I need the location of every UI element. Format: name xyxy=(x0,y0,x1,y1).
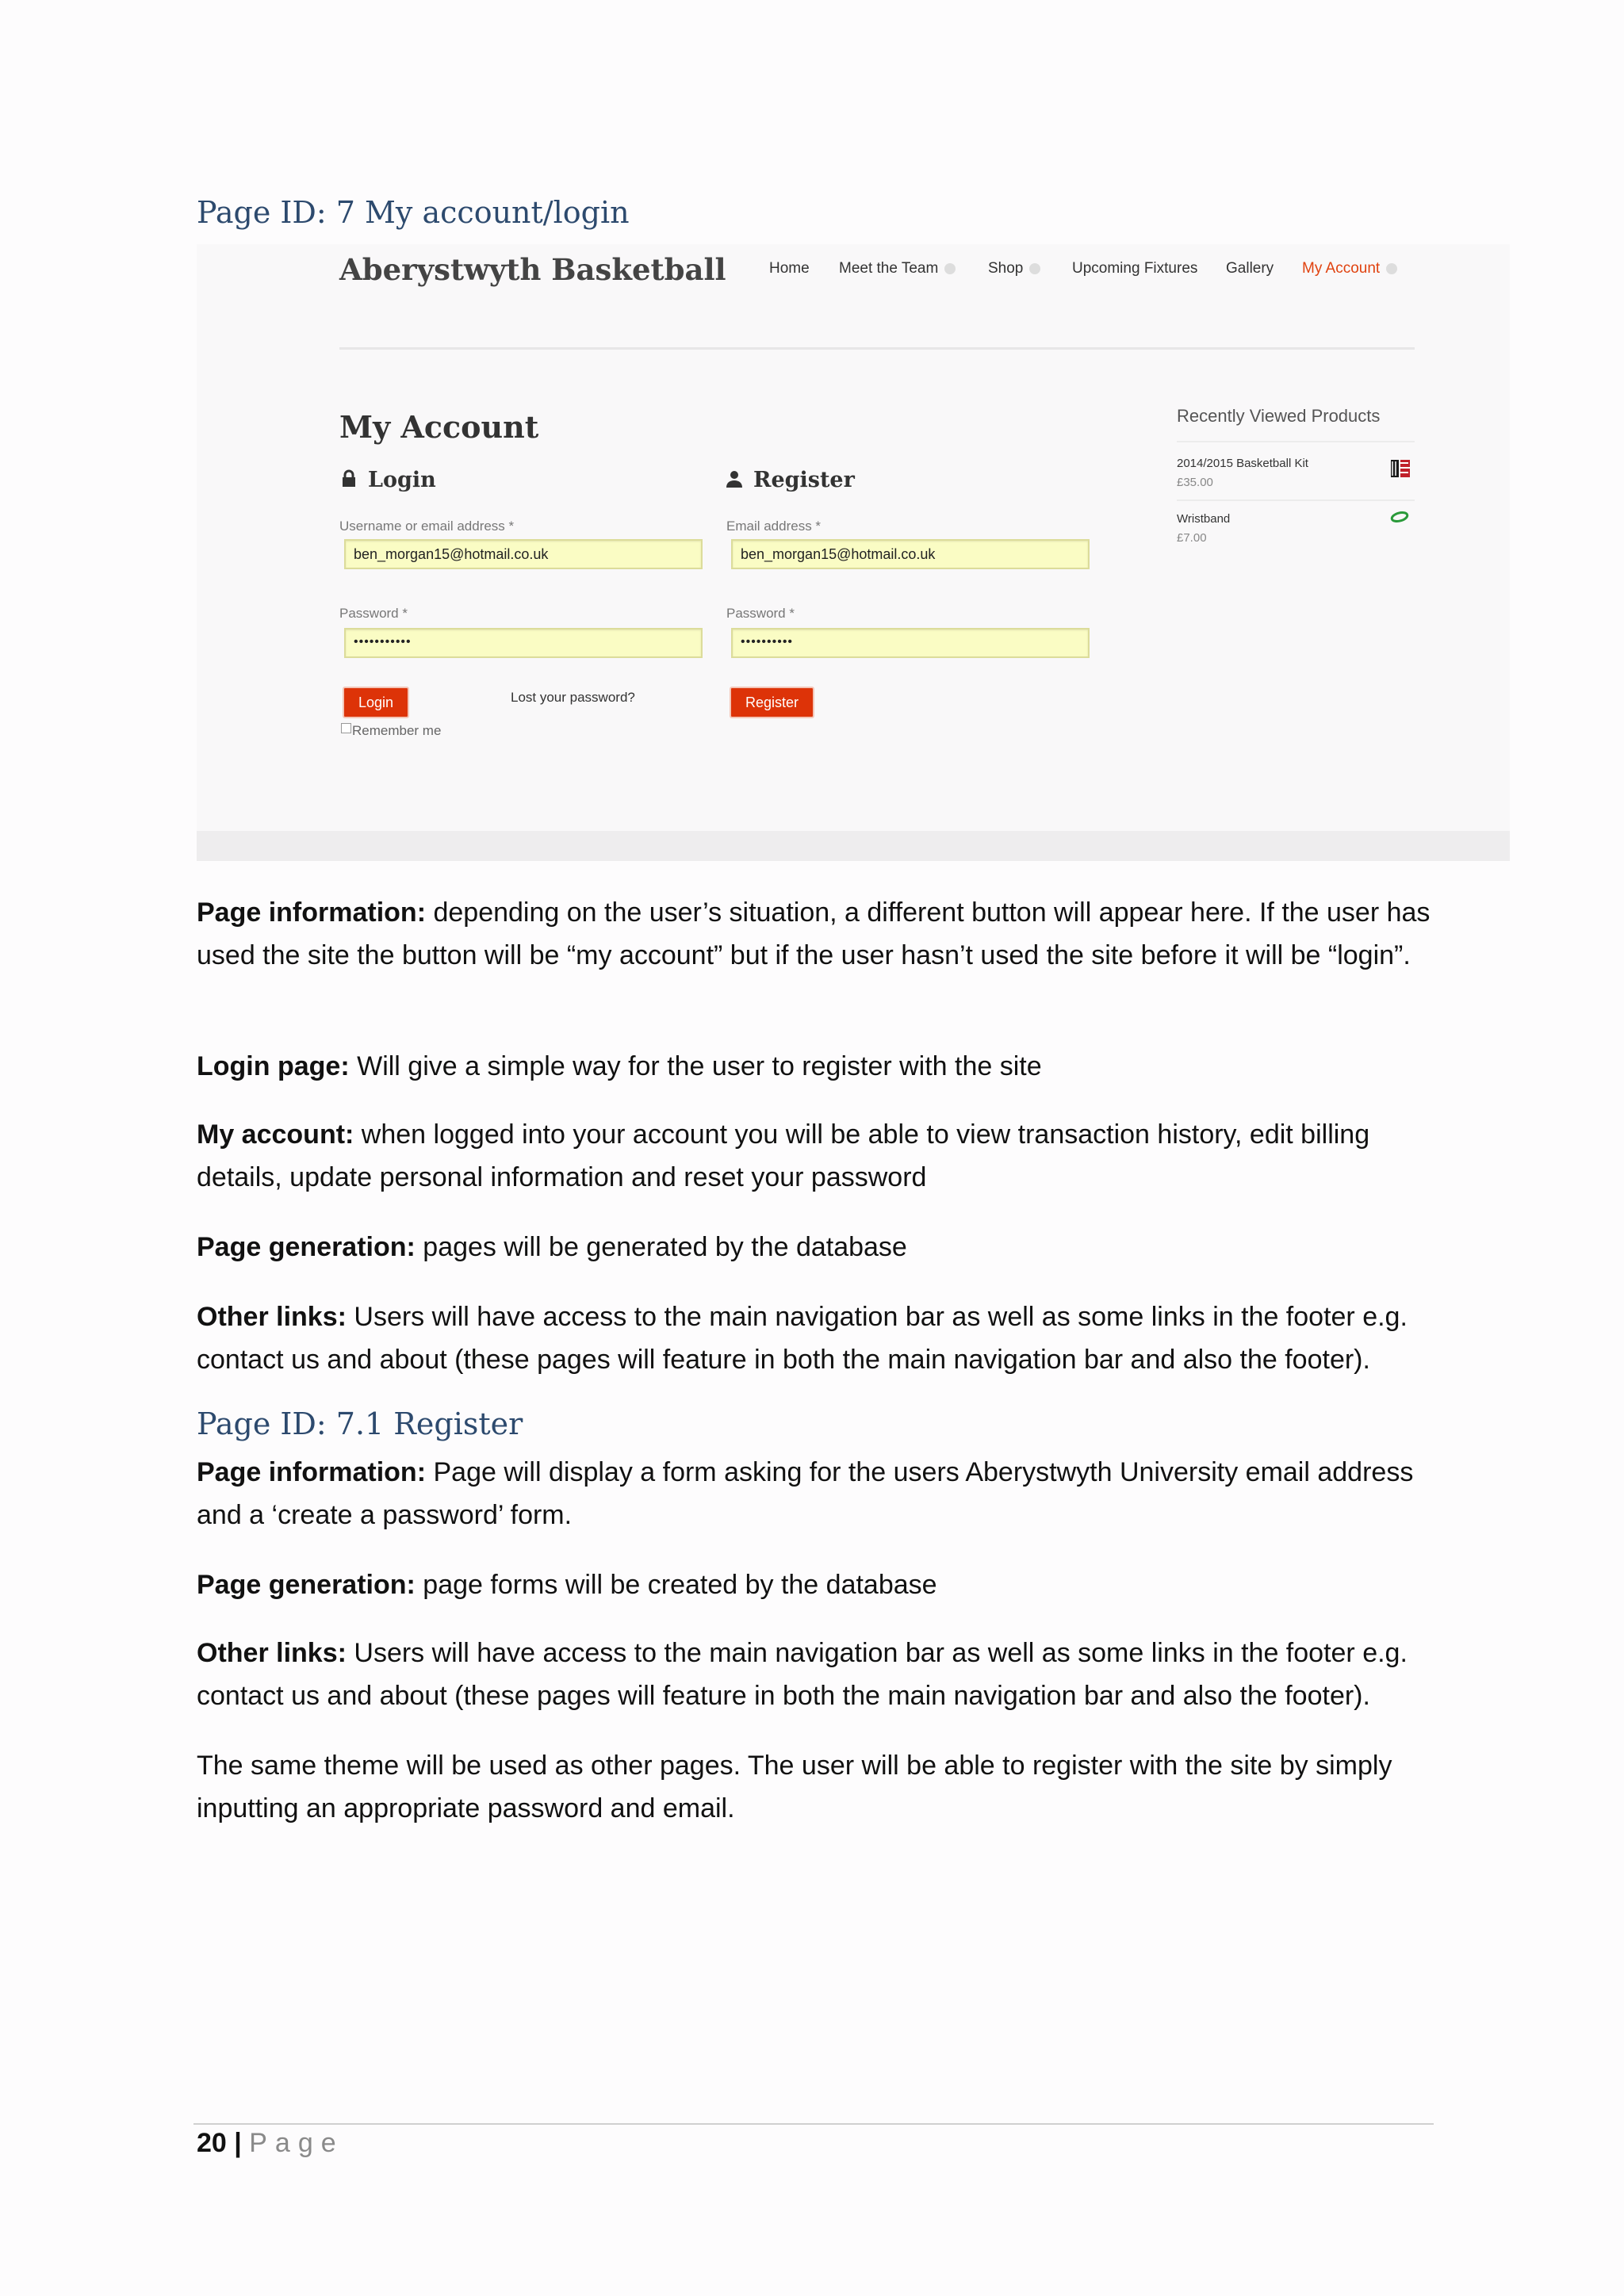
section-heading-7: Page ID: 7 My account/login xyxy=(197,195,630,230)
paragraph: Page generation: page forms will be created by the database xyxy=(197,1570,937,1600)
paragraph: Other links: Users will have access to the main navigation bar as well as some links in the footer e.g. contact us and about (these pages will feature in both the main navigation bar and also the footer). xyxy=(197,1638,1408,1711)
lock-icon xyxy=(339,469,358,488)
remember-me-label: Remember me xyxy=(352,723,442,738)
paragraph: Page generation: pages will be generated by the database xyxy=(197,1232,907,1262)
user-icon xyxy=(725,469,744,488)
product-price: £7.00 xyxy=(1177,531,1207,545)
recently-viewed-title: Recently Viewed Products xyxy=(1177,406,1381,426)
paragraph: Login page: Will give a simple way for the user to register with the site xyxy=(197,1051,1042,1081)
product-name[interactable]: 2014/2015 Basketball Kit xyxy=(1177,457,1308,470)
register-heading: Register xyxy=(725,468,855,492)
register-password-label: Password * xyxy=(726,606,795,621)
login-heading: Login xyxy=(339,468,436,492)
dropdown-dot-icon xyxy=(1386,263,1397,274)
dropdown-dot-icon xyxy=(1029,263,1040,274)
product-price: £35.00 xyxy=(1177,476,1213,489)
lost-password-link[interactable]: Lost your password? xyxy=(511,690,635,705)
divider xyxy=(1177,499,1415,501)
screenshot-footer-strip xyxy=(197,831,1510,861)
page-number: 20 xyxy=(197,2128,227,2158)
site-title[interactable]: Aberystwyth Basketball xyxy=(339,252,726,287)
nav-meet-the-team[interactable]: Meet the Team xyxy=(839,260,956,277)
login-button[interactable]: Login xyxy=(343,687,409,718)
username-label: Username or email address * xyxy=(339,519,515,534)
nav-home[interactable]: Home xyxy=(769,260,810,277)
wristband-thumbnail-icon[interactable] xyxy=(1389,509,1410,525)
nav-upcoming-fixtures[interactable]: Upcoming Fixtures xyxy=(1072,260,1198,277)
login-password-input[interactable]: ••••••••••• xyxy=(344,628,703,658)
page-footer xyxy=(197,2128,344,2159)
paragraph: Page information: depending on the user’s situation, a different button will appear here. If the user has used the site the button will be “my account” but if the user hasn’t used the site before it will be “login”. xyxy=(197,897,1431,970)
paragraph: The same theme will be used as other pages. The user will be able to register with the site by simply inputting an appropriate password and email. xyxy=(197,1751,1392,1823)
email-label: Email address * xyxy=(726,519,822,534)
footer-separator: | xyxy=(234,2128,242,2158)
page-word: Page xyxy=(249,2128,344,2158)
divider xyxy=(1177,441,1415,442)
product-name[interactable]: Wristband xyxy=(1177,512,1231,526)
section-heading-7-1: Page ID: 7.1 Register xyxy=(197,1406,523,1441)
basketball-kit-thumbnail-icon[interactable] xyxy=(1388,455,1413,480)
my-account-title: My Account xyxy=(339,409,539,445)
email-input[interactable]: ben_morgan15@hotmail.co.uk xyxy=(731,539,1090,569)
paragraph: Other links: Users will have access to the main navigation bar as well as some links in the footer e.g. contact us and about (these pages will feature in both the main navigation bar and also the footer). xyxy=(197,1302,1408,1375)
remember-me-checkbox[interactable] xyxy=(341,723,351,733)
login-password-label: Password * xyxy=(339,606,408,621)
nav-gallery[interactable]: Gallery xyxy=(1226,260,1274,277)
username-input[interactable]: ben_morgan15@hotmail.co.uk xyxy=(344,539,703,569)
footer-rule xyxy=(193,2123,1434,2125)
nav-my-account[interactable]: My Account xyxy=(1302,260,1397,277)
website-screenshot xyxy=(197,244,1510,861)
dropdown-dot-icon xyxy=(944,263,956,274)
register-password-input[interactable]: •••••••••• xyxy=(731,628,1090,658)
paragraph: Page information: Page will display a form asking for the users Aberystwyth University email address and a ‘create a password’ form. xyxy=(197,1457,1414,1530)
nav-shop[interactable]: Shop xyxy=(988,260,1040,277)
header-divider xyxy=(339,347,1415,350)
paragraph: My account: when logged into your account you will be able to view transaction history, edit billing details, update personal information and reset your password xyxy=(197,1119,1370,1192)
register-button[interactable]: Register xyxy=(730,687,814,718)
